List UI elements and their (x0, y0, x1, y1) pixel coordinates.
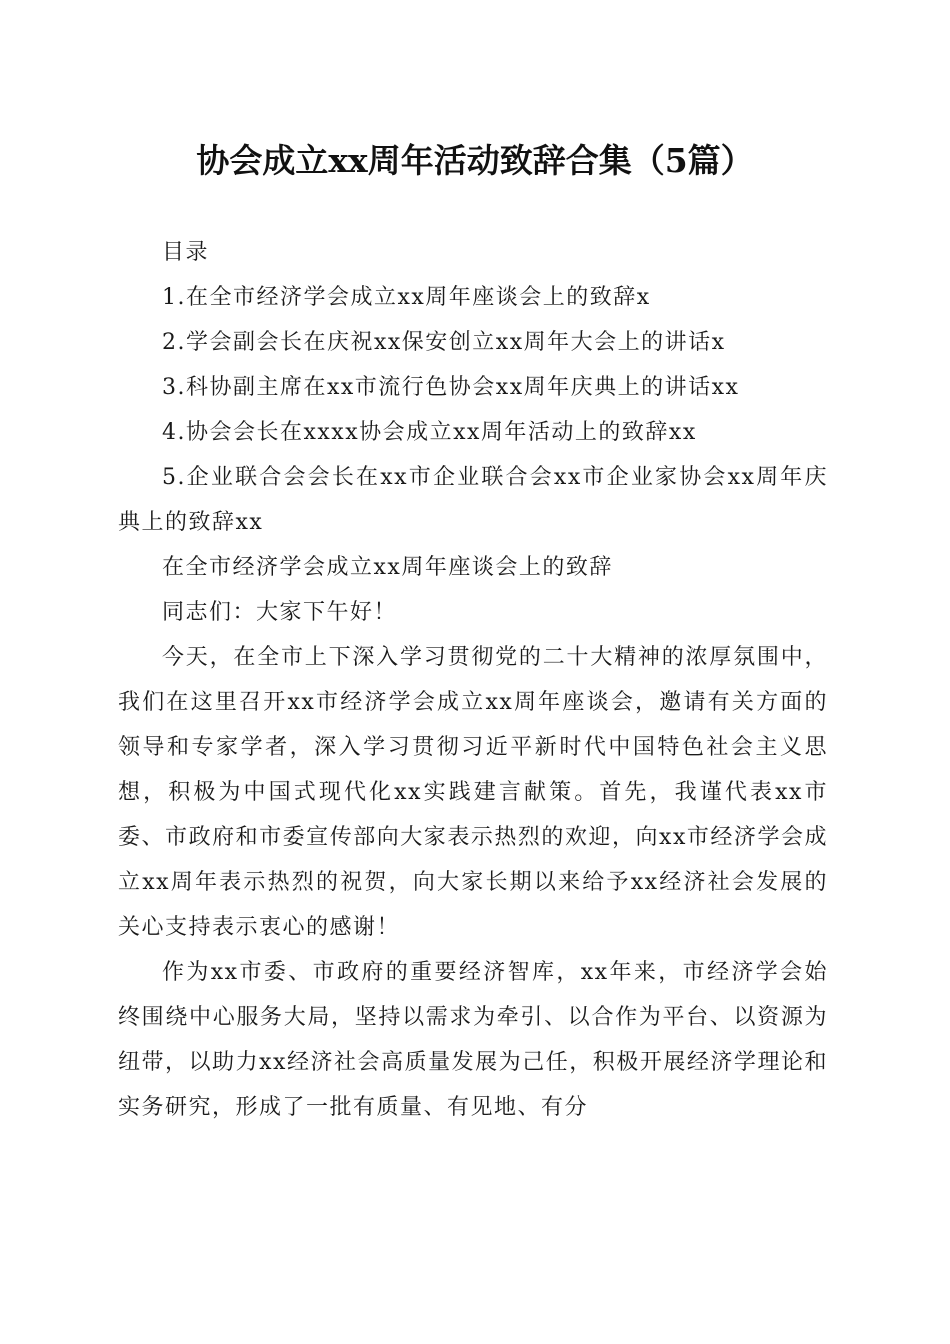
toc-heading: 目录 (162, 240, 210, 265)
toc-item: 1.在全市经济学会成立xx周年座谈会上的致辞x (162, 285, 651, 310)
greeting: 同志们：大家下午好！ (162, 600, 398, 625)
document-title: 协会成立xx周年活动致辞合集（5篇） (196, 141, 754, 180)
toc-item: 2.学会副会长在庆祝xx保安创立xx周年大会上的讲话x (162, 330, 726, 355)
body-paragraph: 作为xx市委、市政府的重要经济智库，xx年来，市经济学会始终围绕中心服务大局，坚持以需求为牵引、以合作为平台、以资源为纽带，以助力xx经济社会高质量发展为己任，积极开展经济学理论和实务研究，形成了一批有质量、有见地、有分 (118, 960, 828, 1120)
toc-item: 5.企业联合会会长在xx市企业联合会xx市企业家协会xx周年庆典上的致辞xx (118, 465, 828, 535)
toc-item: 4.协会会长在xxxx协会成立xx周年活动上的致辞xx (162, 420, 697, 445)
body-paragraph: 今天，在全市上下深入学习贯彻党的二十大精神的浓厚氛围中，我们在这里召开xx市经济学会成立xx周年座谈会，邀请有关方面的领导和专家学者，深入学习贯彻习近平新时代中国特色社会主义思想，积极为中国式现代化xx实践建言献策。首先，我谨代表xx市委、市政府和市委宣传部向大家表示热烈的欢迎，向xx市经济学会成立xx周年表示热烈的祝贺，向大家长期以来给予xx经济社会发展的关心支持表示衷心的感谢！ (118, 645, 828, 940)
section-title: 在全市经济学会成立xx周年座谈会上的致辞 (162, 555, 613, 580)
document-body (118, 230, 828, 1130)
toc-item: 3.科协副主席在xx市流行色协会xx周年庆典上的讲话xx (162, 375, 740, 400)
